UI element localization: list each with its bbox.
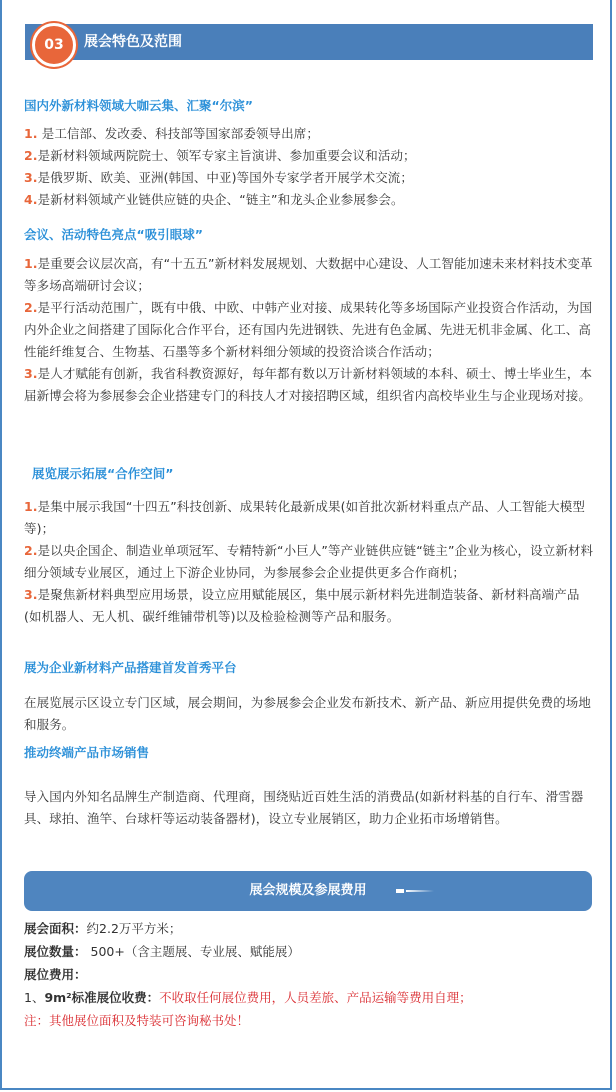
list-item: 1.是重要会议层次高，有“十五五”新材料发展规划、大数据中心建设、人工智能加速未来材料技术变革等多场高端研讨会议； <box>24 256 593 293</box>
fee-item-row: 1、9m²标准展位收费：不收取任何展位费用，人员差旅、产品运输等费用自理； <box>24 990 472 1005</box>
decorative-dash <box>396 889 404 893</box>
list-item: 1.是集中展示我国“十四五”科技创新、成果转化最新成果(如首批次新材料重点产品、人工智能大模型等)； <box>24 499 585 536</box>
list-item: 2.是以央企国企、制造业单项冠军、专精特新“小巨人”等产业链供应链“链主”企业为核心，设立新材料细分领域专业展区，通过上下游企业协同，为参展参会企业提供更多合作商机； <box>24 543 594 580</box>
list-item: 4.是新材料领域产业链供应链的央企、“链主”和龙头企业参展参会。 <box>24 192 404 207</box>
block5-text: 导入国内外知名品牌生产制造商、代理商，围绕贴近百姓生活的消费品(如新材料基的自行车、滑雪器具、球拍、渔竿、台球杆等运动装备器材)，设立专业展销区，助力企业拓市场增销售。 <box>24 789 584 826</box>
scale-header-bar <box>24 871 592 911</box>
list-item: 3.是俄罗斯、欧美、亚洲(韩国、中亚)等国外专家学者开展学术交流； <box>24 170 414 185</box>
scale-title: 展会规模及参展费用 <box>249 883 367 898</box>
list-item: 1. 是工信部、发改委、科技部等国家部委领导出席； <box>24 126 319 141</box>
block2-heading: 会议、活动特色亮点“吸引眼球” <box>24 227 203 242</box>
block4-text: 在展览展示区设立专门区域，展会期间，为参展参会企业发布新技术、新产品、新应用提供免费的场地和服务。 <box>24 695 592 732</box>
block3-heading: 展览展示拓展“合作空间” <box>32 466 174 481</box>
decorative-line <box>406 890 434 892</box>
section-number-badge: 03 <box>32 23 76 67</box>
block4-heading: 展为企业新材料产品搭建首发首秀平台 <box>24 660 237 675</box>
block5-heading: 推动终端产品市场销售 <box>24 745 150 760</box>
list-item: 2.是平行活动范围广，既有中俄、中欧、中韩产业对接、成果转化等多场国际产业投资合作活动，为国内外企业之间搭建了国际化合作平台，还有国内先进钢铁、先进有色金属、先进无机非金属、化工、高性能纤维复合、生物基、石墨等多个新材料细分领域的投资洽谈合作活动； <box>24 300 593 359</box>
area-row: 展会面积：约2.2万平方米； <box>24 921 182 936</box>
block2-list <box>24 253 594 407</box>
block1-heading: 国内外新材料领域大咖云集、汇聚“尔滨” <box>24 98 253 113</box>
note-row: 注：其他展位面积及特装可咨询秘书处！ <box>24 1013 250 1028</box>
fee-row: 展位费用： <box>24 967 87 982</box>
section-title: 展会特色及范围 <box>84 34 182 50</box>
list-item: 2.是新材料领域两院院士、领军专家主旨演讲、参加重要会议和活动； <box>24 148 416 163</box>
list-item: 3.是聚焦新材料典型应用场景，设立应用赋能展区，集中展示新材料先进制造装备、新材料高端产品(如机器人、无人机、碳纤维铺带机等)以及检验检测等产品和服务。 <box>24 587 580 624</box>
block3-list <box>24 496 594 628</box>
block1-list <box>24 123 594 211</box>
list-item: 3.是人才赋能有创新，我省科教资源好，每年都有数以万计新材料领域的本科、硕士、博士毕业生，本届新博会将为参展参会企业搭建专门的科技人才对接招聘区域，组织省内高校毕业生与企业现场对接。 <box>24 366 593 403</box>
booth-row: 展位数量： 500+（含主题展、专业展、赋能展） <box>24 944 300 959</box>
